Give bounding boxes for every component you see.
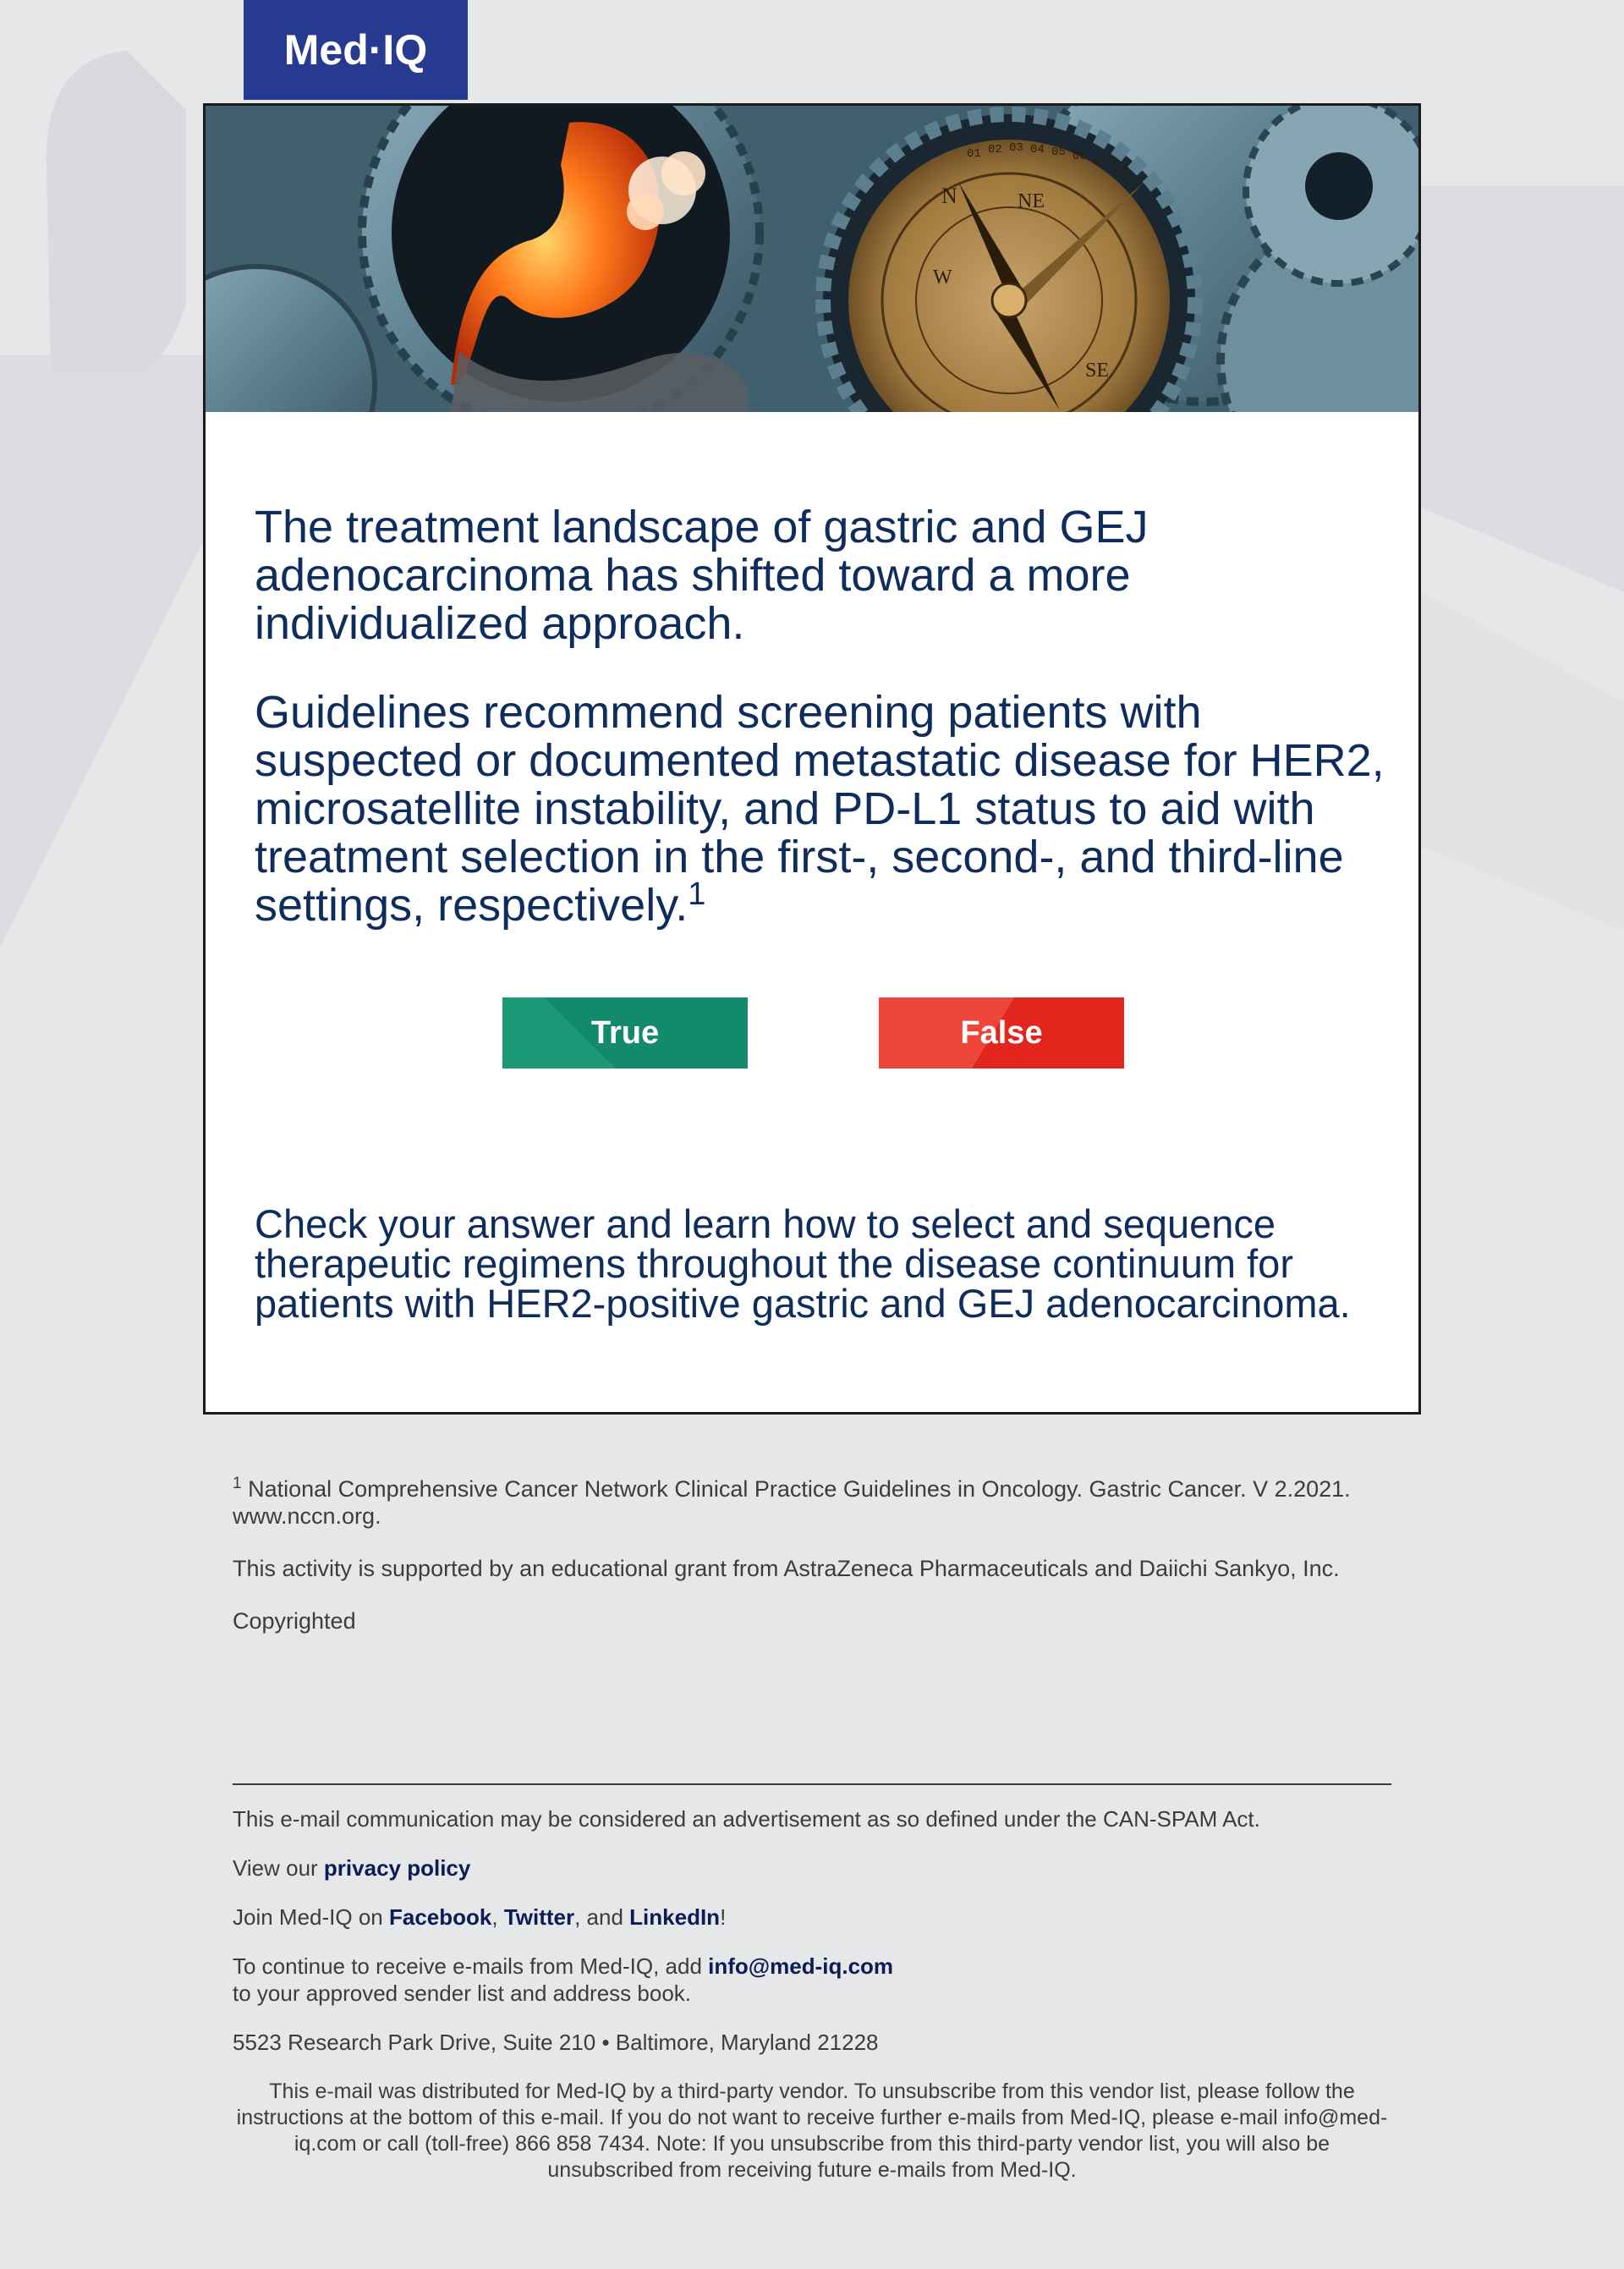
compass-number: 06: [1073, 150, 1087, 163]
true-button-label: True: [590, 1014, 660, 1051]
logo-text: Med·IQ: [283, 26, 428, 74]
compass-number: 04: [1030, 143, 1045, 157]
facebook-link[interactable]: Facebook: [388, 1904, 492, 1930]
question-text: Guidelines recommend screening patients with suspected or documented metastatic disease for HER2, microsatellite instability, and PD-L1 status to aid with treatment selection in the first-, second-, and third-line settings, respectively.: [255, 687, 1385, 931]
grant-statement: This activity is supported by an educational grant from AstraZeneca Pharmaceuticals and Daiichi Sankyo, Inc.: [233, 1556, 1340, 1581]
canspam-notice: This e-mail communication may be considered an advertisement as so defined under the CAN-SPAM Act.: [233, 1806, 1260, 1832]
cta-paragraph[interactable]: Check your answer and learn how to select and sequence therapeutic regimens throughout the disease continuum for patients with HER2-positive gastric and GEJ adenocarcinoma.: [255, 1201, 1351, 1326]
compass-letter-ne: NE: [1018, 190, 1045, 212]
privacy-prefix: View our: [233, 1855, 324, 1881]
email-card: [203, 103, 1421, 1415]
hero-illustration: [206, 106, 1418, 412]
footer-section: [233, 1805, 1391, 2078]
compass-number: 07: [1094, 156, 1108, 169]
footnotes-section: [233, 1475, 1391, 1660]
compass-number: 01: [967, 147, 981, 161]
compass-number: 08: [1115, 164, 1129, 178]
and-separator: , and: [574, 1904, 630, 1930]
join-prefix: Join Med-IQ on: [233, 1904, 389, 1930]
twitter-link[interactable]: Twitter: [503, 1904, 575, 1930]
intro-paragraph: The treatment landscape of gastric and GEJ adenocarcinoma has shifted toward a more individualized approach.: [255, 502, 1149, 649]
compass-number: 05: [1051, 146, 1066, 159]
compass-letter-n: N: [941, 184, 957, 208]
privacy-line: [233, 1854, 1391, 1882]
email-link[interactable]: info@med-iq.com: [708, 1953, 894, 1979]
med-iq-logo[interactable]: [244, 0, 468, 100]
footnote-ref: 1: [688, 876, 706, 912]
compass-number: 03: [1009, 141, 1023, 155]
social-line: [233, 1904, 1391, 1931]
comma-separator: ,: [491, 1904, 504, 1930]
false-button-label: False: [960, 1014, 1043, 1051]
sender-list-note: [233, 1953, 1391, 2007]
compass-number: 02: [988, 143, 1002, 157]
hero-image: [206, 106, 1418, 412]
reference-sup: 1: [233, 1475, 242, 1492]
true-button[interactable]: [502, 997, 748, 1069]
linkedin-link[interactable]: LinkedIn: [629, 1904, 721, 1930]
privacy-policy-link[interactable]: privacy policy: [323, 1855, 471, 1881]
compass-letter-w: W: [933, 266, 952, 288]
continue-suffix: to your approved sender list and address book.: [233, 1981, 692, 2006]
reference-text: National Comprehensive Cancer Network Clinical Practice Guidelines in Oncology. Gastric Cancer. V 2.2021. www.nccn.org.: [233, 1476, 1351, 1529]
reference-note: [233, 1475, 1391, 1530]
continue-prefix: To continue to receive e-mails from Med-IQ, add: [233, 1953, 709, 1979]
exclaim: !: [720, 1904, 727, 1930]
copyright-text: Copyrighted: [233, 1608, 356, 1634]
question-paragraph: [255, 689, 1388, 930]
address-line: 5523 Research Park Drive, Suite 210 • Baltimore, Maryland 21228: [233, 2030, 879, 2055]
compass-letter-se: SE: [1085, 360, 1110, 382]
vendor-notice: This e-mail was distributed for Med-IQ by a third-party vendor. To unsubscribe from this vendor list, please follow the instructions at the bottom of this e-mail. If you do not want to receive further e-mails from Med-IQ, please e-mail info@med-iq.com or call (toll-free) 866 858 7434. Note: If you unsubscribe from this third-party vendor list, you will also be unsubscribed from receiving future e-mails from Med-IQ.: [236, 2079, 1388, 2182]
false-button[interactable]: [879, 997, 1124, 1069]
footer-divider: [233, 1783, 1391, 1785]
card-body: [255, 503, 1388, 930]
